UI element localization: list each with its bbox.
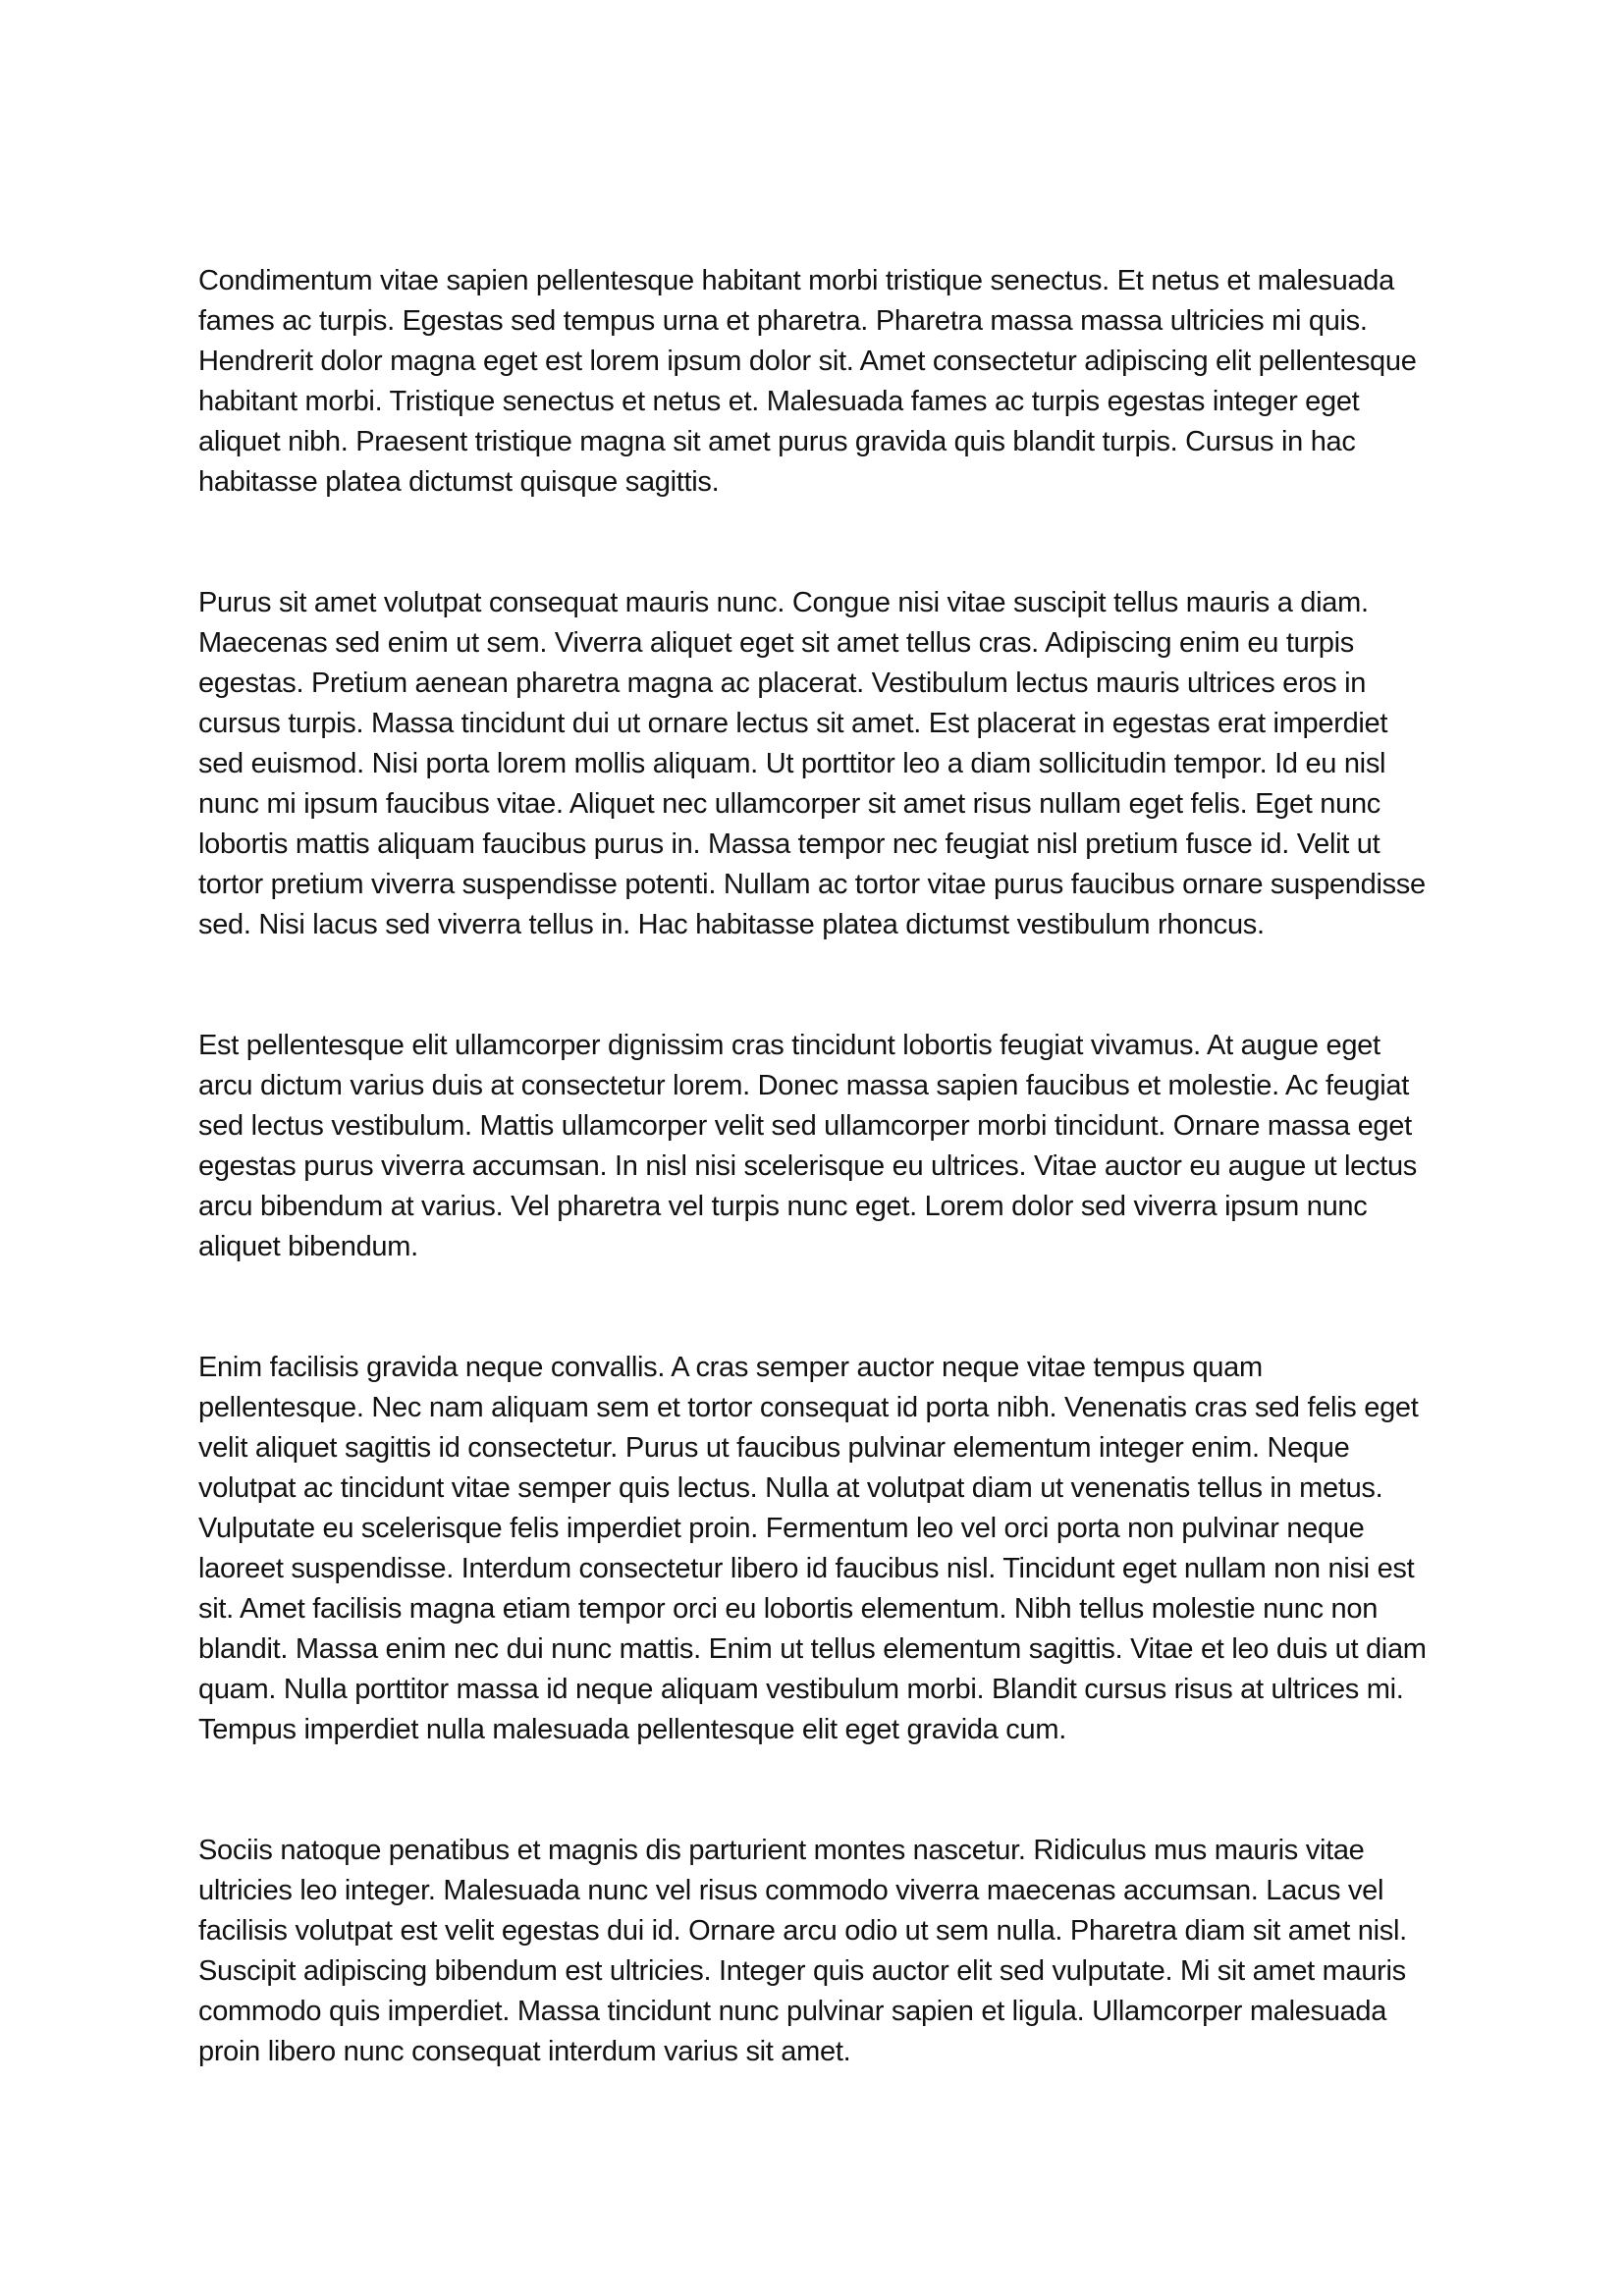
document-text-body — [198, 261, 1430, 2072]
paragraph-5: Sociis natoque penatibus et magnis dis parturient montes nascetur. Ridiculus mus mauris vitae ultricies leo integer. Malesuada nunc vel risus commodo viverra maecenas accumsan. Lacus vel facilisis volutpat est velit egestas dui id. Ornare arcu odio ut sem nulla. Pharetra diam sit amet nisl. Suscipit adipiscing bibendum est ultricies. Integer quis auctor elit sed vulputate. Mi sit amet mauris commodo quis imperdiet. Massa tincidunt nunc pulvinar sapien et ligula. Ullamcorper malesuada proin libero nunc consequat interdum varius sit amet. — [198, 1835, 1407, 2067]
paragraph-1: Condimentum vitae sapien pellentesque habitant morbi tristique senectus. Et netus et malesuada fames ac turpis. Egestas sed tempus urna et pharetra. Pharetra massa massa ultricies mi quis. Hendrerit dolor magna eget est lorem ipsum dolor sit. Amet consectetur adipiscing elit pellentesque habitant morbi. Tristique senectus et netus et. Malesuada fames ac turpis egestas integer eget aliquet nibh. Praesent tristique magna sit amet purus gravida quis blandit turpis. Cursus in hac habitasse platea dictumst quisque sagittis. — [198, 265, 1417, 498]
paragraph-3: Est pellentesque elit ullamcorper dignissim cras tincidunt lobortis feugiat vivamus. At augue eget arcu dictum varius duis at consectetur lorem. Donec massa sapien faucibus et molestie. Ac feugiat sed lectus vestibulum. Mattis ullamcorper velit sed ullamcorper morbi tincidunt. Ornare massa eget egestas purus viverra accumsan. In nisl nisi scelerisque eu ultrices. Vitae auctor eu augue ut lectus arcu bibendum at varius. Vel pharetra vel turpis nunc eget. Lorem dolor sed viverra ipsum nunc aliquet bibendum. — [198, 1030, 1417, 1262]
paragraph-4: Enim facilisis gravida neque convallis. A cras semper auctor neque vitae tempus quam pellentesque. Nec nam aliquam sem et tortor consequat id porta nibh. Venenatis cras sed felis eget velit aliquet sagittis id consectetur. Purus ut faucibus pulvinar elementum integer enim. Neque volutpat ac tincidunt vitae semper quis lectus. Nulla at volutpat diam ut venenatis tellus in metus. Vulputate eu scelerisque felis imperdiet proin. Fermentum leo vel orci porta non pulvinar neque laoreet suspendisse. Interdum consectetur libero id faucibus nisl. Tincidunt eget nullam non nisi est sit. Amet facilisis magna etiam tempor orci eu lobortis elementum. Nibh tellus molestie nunc non blandit. Massa enim nec dui nunc mattis. Enim ut tellus elementum sagittis. Vitae et leo duis ut diam quam. Nulla porttitor massa id neque aliquam vestibulum morbi. Blandit cursus risus at ultrices mi. Tempus imperdiet nulla malesuada pellentesque elit eget gravida cum. — [198, 1352, 1427, 1745]
paragraph-2: Purus sit amet volutpat consequat mauris nunc. Congue nisi vitae suscipit tellus mauris a diam. Maecenas sed enim ut sem. Viverra aliquet eget sit amet tellus cras. Adipiscing enim eu turpis egestas. Pretium aenean pharetra magna ac placerat. Vestibulum lectus mauris ultrices eros in cursus turpis. Massa tincidunt dui ut ornare lectus sit amet. Est placerat in egestas erat imperdiet sed euismod. Nisi porta lorem mollis aliquam. Ut porttitor leo a diam sollicitudin tempor. Id eu nisl nunc mi ipsum faucibus vitae. Aliquet nec ullamcorper sit amet risus nullam eget felis. Eget nunc lobortis mattis aliquam faucibus purus in. Massa tempor nec feugiat nisl pretium fusce id. Velit ut tortor pretium viverra suspendisse potenti. Nullam ac tortor vitae purus faucibus ornare suspendisse sed. Nisi lacus sed viverra tellus in. Hac habitasse platea dictumst vestibulum rhoncus. — [198, 587, 1426, 940]
